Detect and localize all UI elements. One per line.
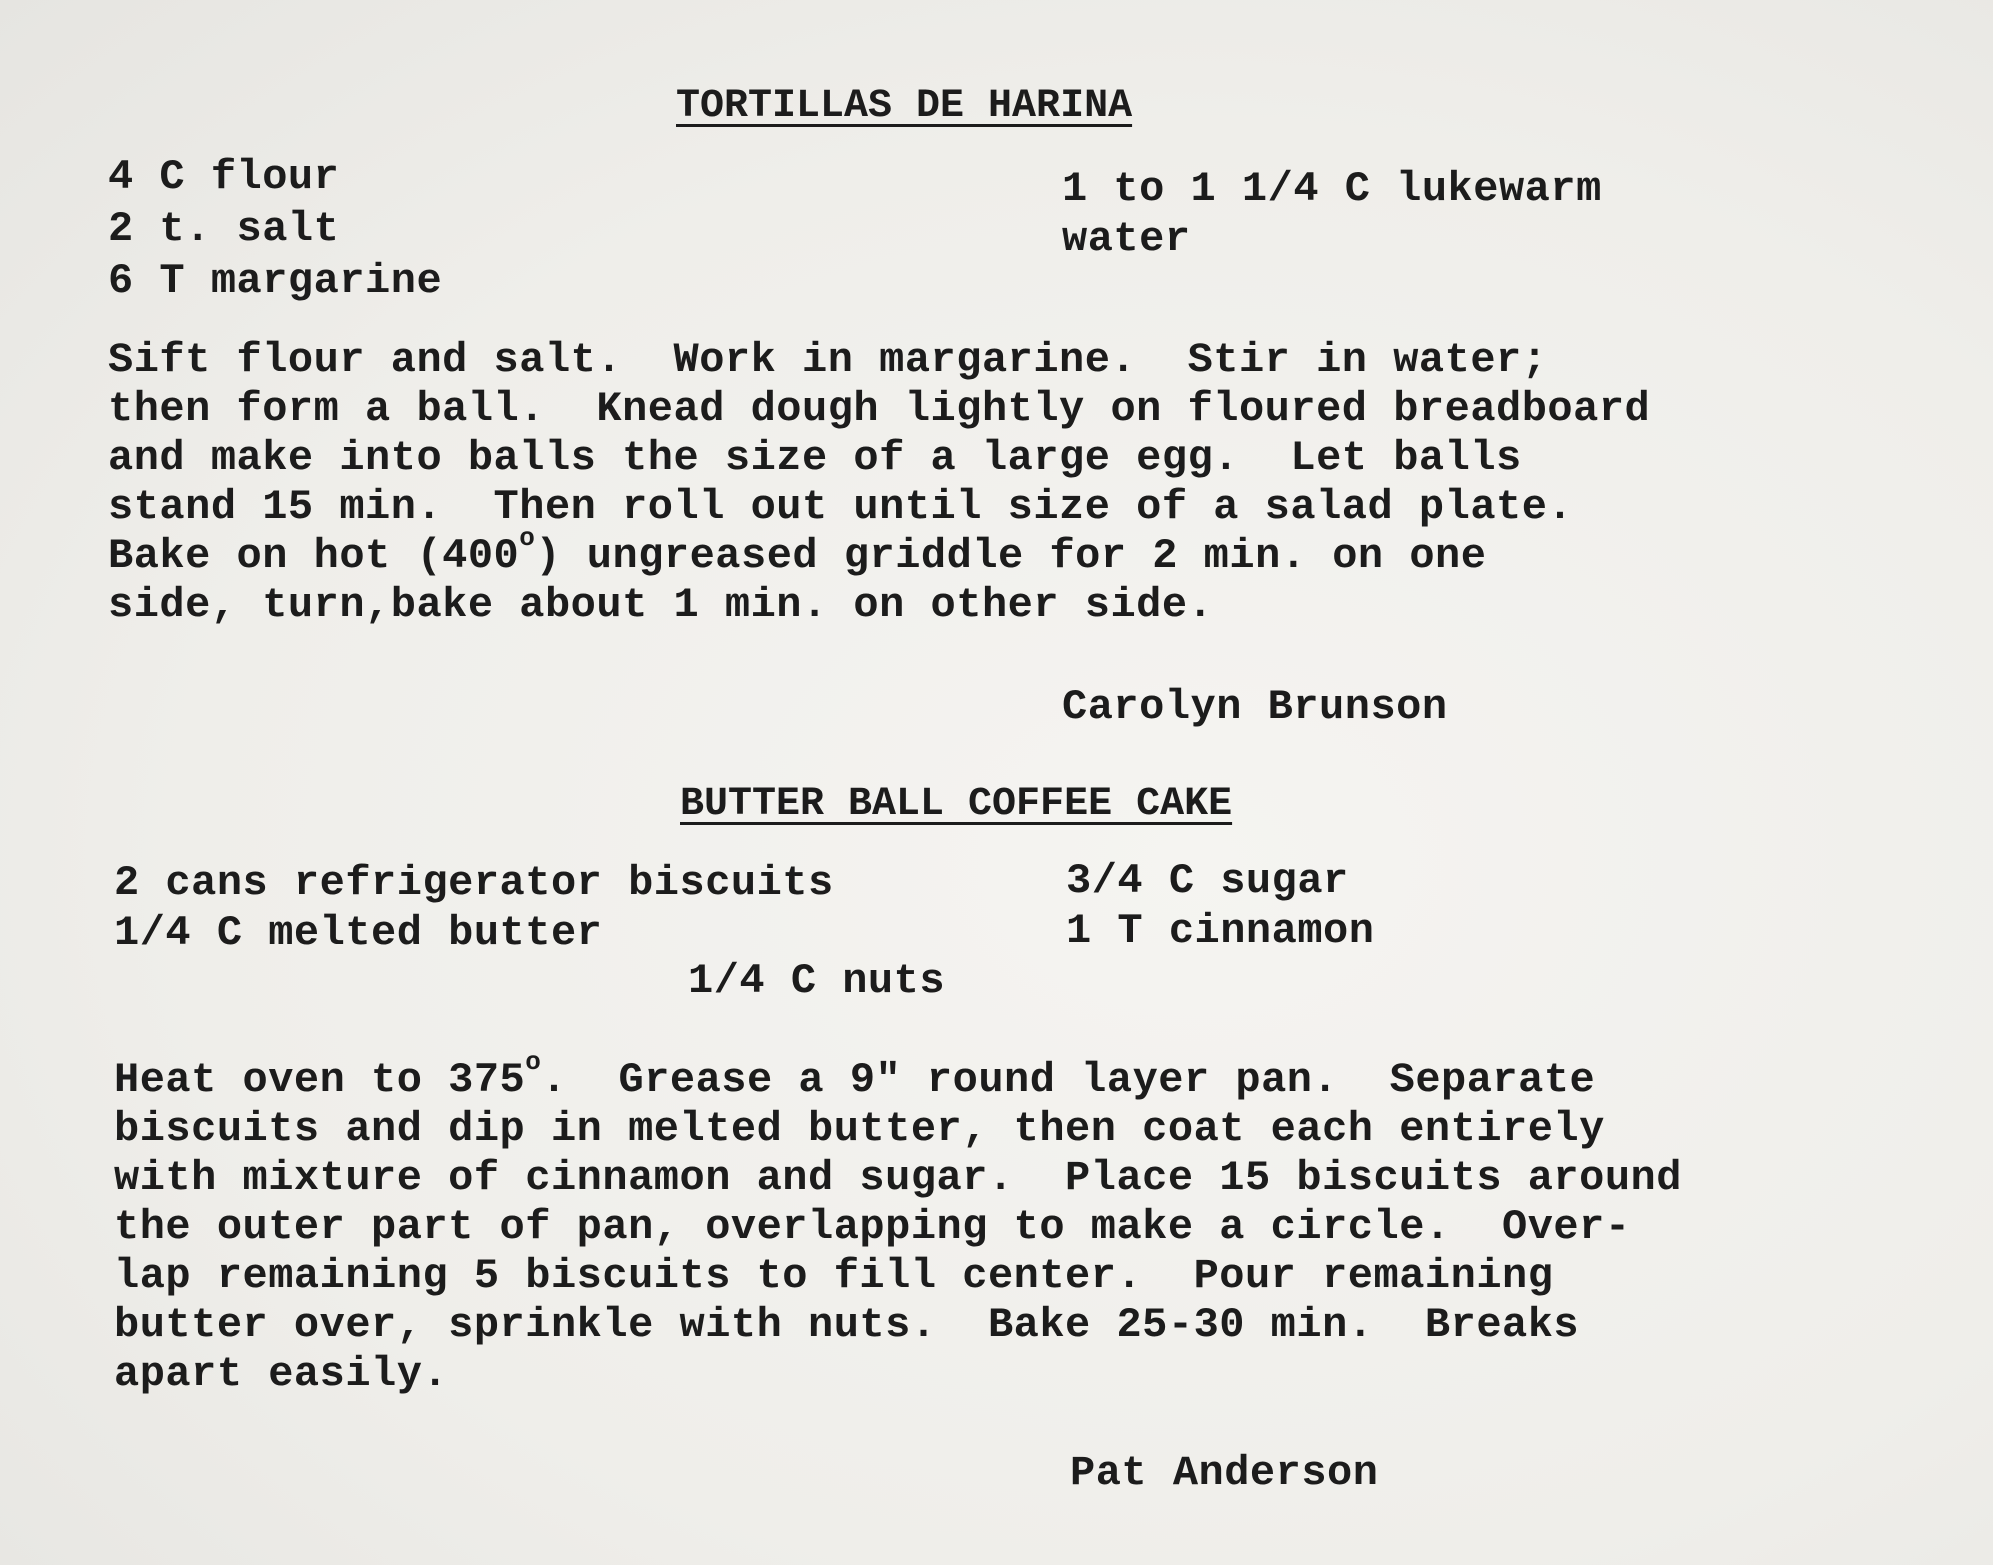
recipe-author: Carolyn Brunson [1062,683,1448,731]
recipe-instructions [108,336,1650,630]
degree-mark: o [519,523,536,553]
instruction-line: stand 15 min. Then roll out until size of a salad plate. [108,483,1574,531]
instruction-line: and make into balls the size of a large egg. Let balls [108,434,1522,482]
recipe-title: BUTTER BALL COFFEE CAKE [680,782,1233,827]
recipe-author: Pat Anderson [1070,1449,1379,1497]
ingredient-item: 1 to 1 1/4 C lukewarm [1062,165,1602,213]
ingredient-item: water [1062,215,1191,263]
instruction-line: Bake on hot (400$^o$) ungreased griddle for 2 min. on one [108,523,1487,580]
ingredient-item: 3/4 C sugar [1066,857,1349,905]
instruction-line: then form a ball. Knead dough lightly on floured breadboard [108,385,1651,433]
instruction-line: biscuits and dip in melted butter, then coat each entirely [114,1105,1605,1153]
ingredient-item: 1/4 C melted butter [114,909,603,957]
instruction-line: lap remaining 5 biscuits to fill center. Pour remaining [114,1252,1554,1300]
recipe-instructions [114,1047,1682,1399]
instruction-line: apart easily. [114,1350,449,1398]
ingredient-item: 2 cans refrigerator biscuits [114,859,834,907]
ingredient-item: 2 t. salt [108,205,340,253]
recipe-title: TORTILLAS DE HARINA [676,84,1133,129]
instruction-line: Heat oven to 375$^o$. Grease a 9" round layer pan. Separate [114,1047,1596,1104]
instruction-line: the outer part of pan, overlapping to make a circle. Over- [114,1203,1631,1251]
instruction-line: butter over, sprinkle with nuts. Bake 25-30 min. Breaks [114,1301,1580,1349]
instruction-line: side, turn,bake about 1 min. on other side. [108,581,1214,629]
instruction-line: Sift flour and salt. Work in margarine. Stir in water; [108,336,1548,384]
ingredient-item: 1/4 C nuts [688,957,946,1005]
ingredient-item: 4 C flour [108,153,340,201]
ingredient-item: 6 T margarine [108,257,443,305]
degree-mark: o [525,1047,542,1077]
instruction-line: with mixture of cinnamon and sugar. Place 15 biscuits around [114,1154,1682,1202]
ingredient-item: 1 T cinnamon [1066,907,1375,955]
